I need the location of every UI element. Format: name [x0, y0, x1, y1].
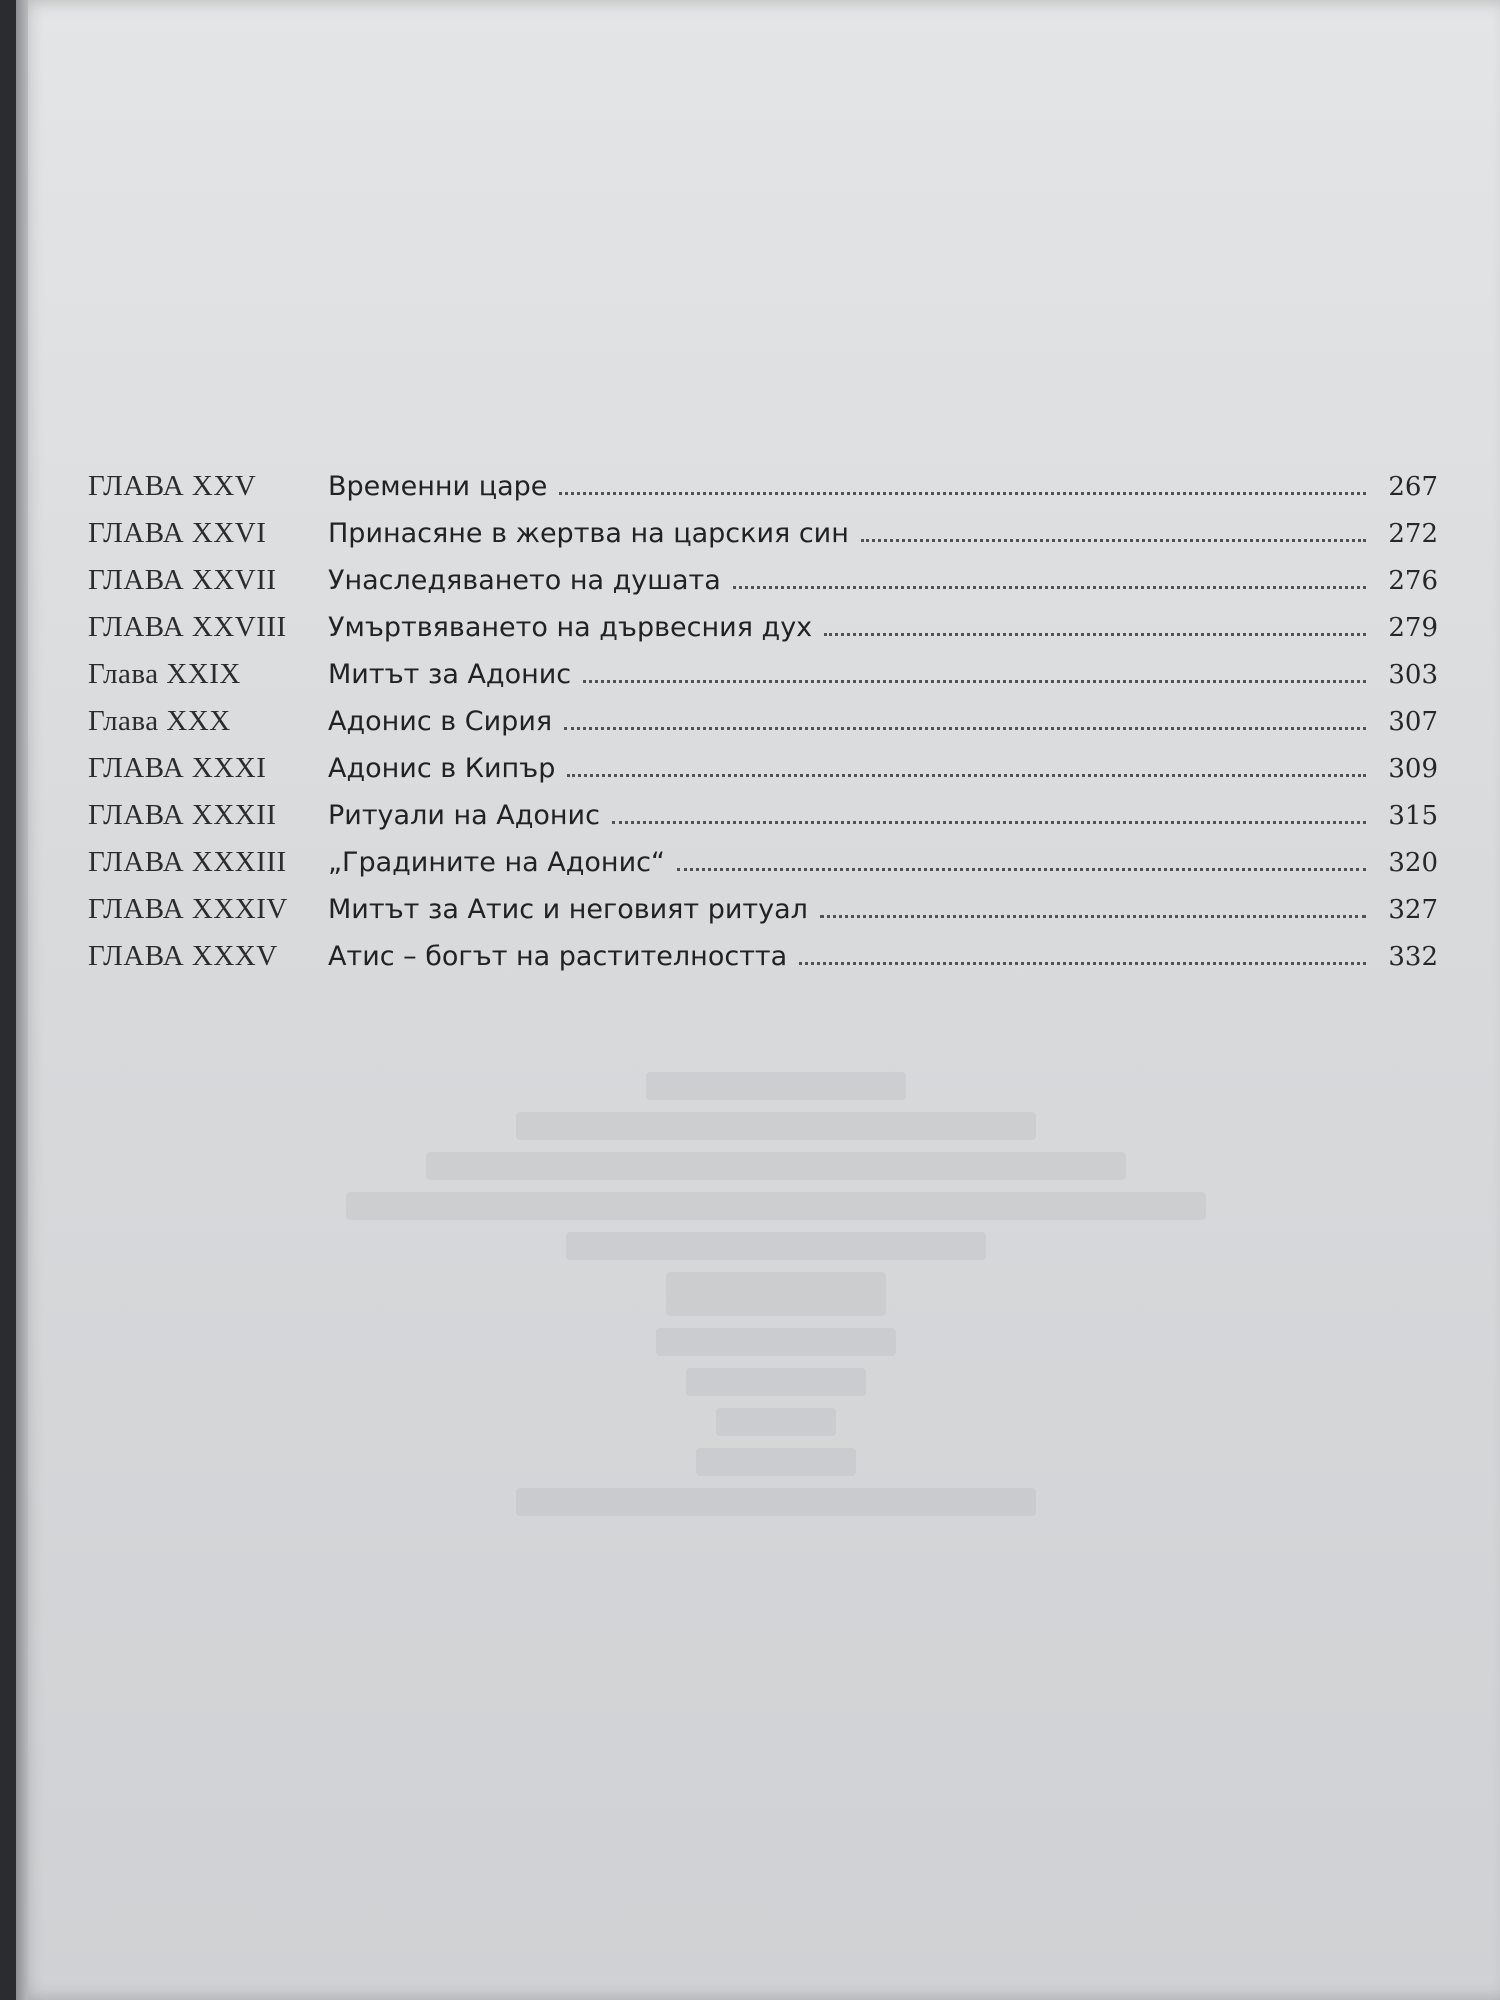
show-through-text: [336, 1060, 1216, 1528]
chapter-title: Принасяне в жертва на царския син: [328, 518, 849, 549]
dot-leader: [861, 539, 1366, 542]
page-number: 309: [1388, 754, 1438, 784]
chapter-label: ГЛАВА XXXIII: [88, 846, 287, 878]
chapter-title: Адонис в Сирия: [328, 706, 553, 737]
chapter-label: ГЛАВА XXV: [88, 470, 257, 502]
dot-leader: [677, 868, 1366, 871]
book-page: [16, 0, 1500, 2000]
chapter-title: Ритуали на Адонис: [328, 800, 600, 831]
page-number: 307: [1388, 707, 1438, 737]
dot-leader: [612, 821, 1366, 824]
toc-entry: [88, 658, 1438, 705]
page-number: 272: [1388, 519, 1438, 549]
page-number: 276: [1388, 566, 1438, 596]
toc-entry: [88, 564, 1438, 611]
chapter-label: ГЛАВА XXVII: [88, 564, 277, 596]
table-of-contents: [88, 470, 1438, 987]
chapter-title: Адонис в Кипър: [328, 753, 556, 784]
toc-entry: [88, 517, 1438, 564]
chapter-title: Умъртвяването на дървесния дух: [328, 612, 813, 643]
dot-leader: [564, 727, 1366, 730]
toc-entry: [88, 611, 1438, 658]
chapter-label: ГЛАВА XXXI: [88, 752, 267, 784]
chapter-label: Глава XXIX: [88, 658, 241, 690]
dot-leader: [733, 586, 1366, 589]
toc-entry: [88, 799, 1438, 846]
dot-leader: [820, 915, 1366, 918]
toc-entry: [88, 846, 1438, 893]
page-spine-edge: [16, 0, 28, 2000]
toc-entry: [88, 752, 1438, 799]
page-number: 279: [1388, 613, 1438, 643]
page-number: 315: [1388, 801, 1438, 831]
toc-entry: [88, 470, 1438, 517]
chapter-title: Временни царе: [328, 471, 548, 502]
chapter-label: ГЛАВА XXVI: [88, 517, 267, 549]
chapter-label: Глава XXX: [88, 705, 231, 737]
page-number: 303: [1388, 660, 1438, 690]
page-number: 320: [1388, 848, 1438, 878]
page-number: 267: [1388, 472, 1438, 502]
dot-leader: [567, 774, 1366, 777]
chapter-label: ГЛАВА XXXII: [88, 799, 277, 831]
chapter-title: Митът за Адонис: [328, 659, 572, 690]
dot-leader: [559, 492, 1366, 495]
chapter-title: „Градините на Адонис“: [328, 847, 665, 878]
chapter-title: Атис – богът на растителността: [328, 941, 788, 972]
dot-leader: [799, 962, 1366, 965]
chapter-label: ГЛАВА XXVIII: [88, 611, 287, 643]
page-number: 327: [1388, 895, 1438, 925]
chapter-title: Митът за Атис и неговият ритуал: [328, 894, 808, 925]
chapter-label: ГЛАВА XXXIV: [88, 893, 288, 925]
toc-entry: [88, 893, 1438, 940]
toc-entry: [88, 940, 1438, 987]
chapter-label: ГЛАВА XXXV: [88, 940, 278, 972]
page-number: 332: [1388, 942, 1438, 972]
dot-leader: [583, 680, 1366, 683]
chapter-title: Унаследяването на душата: [328, 565, 721, 596]
dot-leader: [824, 633, 1366, 636]
toc-entry: [88, 705, 1438, 752]
